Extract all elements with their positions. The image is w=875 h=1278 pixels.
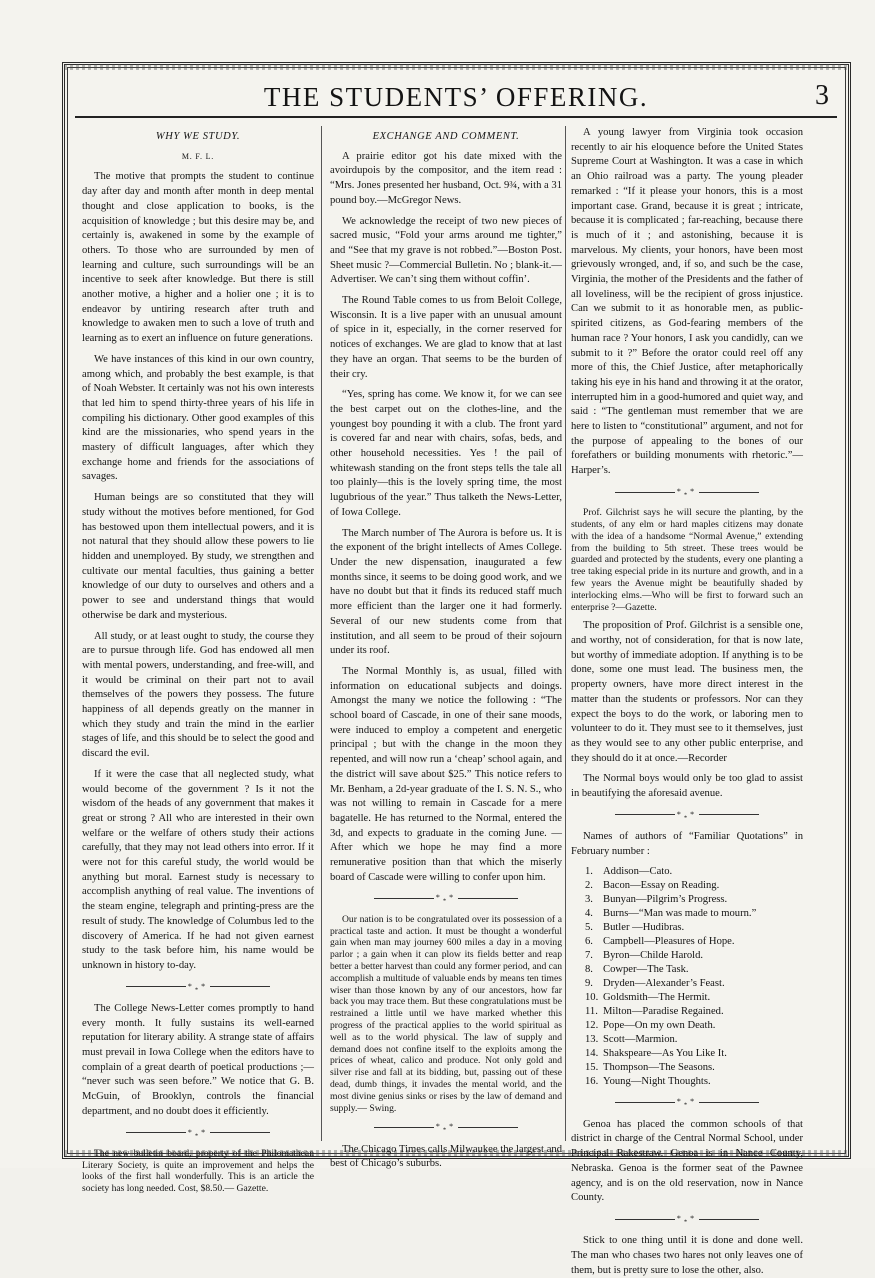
paragraph: We acknowledge the receipt of two new pieces of sacred music, “Fold your arms around me tighter,” and “See that my grave is not robbed.”—Boston Post. Sheet music ?—Commercial Bulletin. No ; blank-it.—Advertiser. We can’t sing them without coffin’. xyxy=(330,215,562,286)
list-item: 11. Milton—Paradise Regained. xyxy=(585,1006,724,1018)
column-2 xyxy=(330,126,562,1170)
list-item: 9. Dryden—Alexander’s Feast. xyxy=(585,978,725,990)
section-separator: $*_**$ xyxy=(82,1126,314,1144)
masthead-title: THE STUDENTS’ OFFERING. xyxy=(263,82,649,112)
list-item: 10. Goldsmith—The Hermit. xyxy=(585,992,711,1004)
paragraph: The new bulletin board, property of the Philomathean Literary Society, is quite an improvement and helps the looks of the first hall wonderfully. This is an article the society has long needed. Cost, $8.50.— Gazette. xyxy=(82,1147,314,1195)
list-item: 4. Burns—“Man was made to mourn.” xyxy=(585,908,757,920)
list-item: 3. Bunyan—Pilgrim’s Progress. xyxy=(585,894,728,906)
page-number: 3 xyxy=(815,80,829,111)
article-title: WHY WE STUDY. xyxy=(155,131,241,142)
column-3 xyxy=(571,126,803,1276)
paragraph: Genoa has placed the common schools of that district in charge of the Central Normal School, under Principal Rakestraw. Genoa is in Nance County, Nebraska. Genoa is the former seat of the Pawnee agency, and is on the old reservation, now in Nance County. xyxy=(571,1118,803,1204)
list-item: 8. Cowper—The Task. xyxy=(585,964,689,976)
list-item: 5. Butler —Hudibras. xyxy=(585,922,685,934)
section-separator: $*_**$ xyxy=(82,980,314,998)
column-rule xyxy=(565,126,566,1141)
masthead-bar xyxy=(75,80,837,118)
section-separator: $*_**$ xyxy=(571,485,803,503)
paragraph: Our nation is to be congratulated over its possession of a practical taste and action. It must be thought a wonderful gain when man may journey 600 miles a day in a moving parlor ; a gain when it can plow its fields better and reap better a better harvest than could any former period, and can accomplish a multitude of valuable ends by means ten times wiser than those known by any of our ancestors, how far back you may trace them. But these congratulations must be restrained a little until we have marked whether this progress of the practical applies to the world spiritual as well as to the world physical. The law of supply and demand does not confine itself to the exploits among the prices of wheat, calico and produce. Not only gold and silver rise and fall at its bidding, but, passing out of these dead, dumb things, it invades the mental world, and the most divine genius sinks or rises by the law of demand and supply.— Swing. xyxy=(330,913,562,1114)
paragraph: The Normal boys would only be too glad to assist in beautifying the aforesaid avenue. xyxy=(571,773,803,800)
list-item: 15. Thompson—The Seasons. xyxy=(585,1062,715,1074)
paragraph: The proposition of Prof. Gilchrist is a sensible one, and worthy, not of consideration, for that is now late, but worthy of immediate adoption. If anything is to be done, some one must lead. The business men, the property owners, have more direct interest in the matter than the students or professors. Nor can they expect the boys to do the work, or laboring men to volunteer to do it. They must see to it themselves, just as they would see to any other public enterprise, and they should do it at once.—Recorder xyxy=(571,620,803,764)
column-1 xyxy=(82,126,314,1195)
list-item: 12. Pope—On my own Death. xyxy=(585,1020,716,1032)
paragraph: The College News-Letter comes promptly to hand every month. It fully sustains its well-earned reputation for literary ability. A strange state of affairs must prevail in Iowa College when the editors have to complain of a great dearth of poetical productions ;— “never such was seen before.” We notice that G. B. McGuin, of Brooklyn, controls the financial department, and no doubt does it efficiently. xyxy=(82,1002,314,1117)
list-item: 16. Young—Night Thoughts. xyxy=(585,1076,711,1088)
list-item: 2. Bacon—Essay on Reading. xyxy=(585,880,720,892)
paragraph: The motive that prompts the student to continue day after day and month after month in deep mental thought and close application to books, is the acquisition of knowledge ; but this desire may be, and certainly is, awakened in some by the example of others. To those who are surrounded by men of learning and culture, such surroundings will be an incentive to seek after knowledge. But there is still another motive, a higher and a holier one ; it is to endeavor by untiring research after truth and knowledge to awaken men to such a love of truth and learning as to exert an influence on future generations. xyxy=(82,171,314,345)
section-separator: $*_**$ xyxy=(330,1120,562,1138)
paragraph: Stick to one thing until it is done and done well. The man who chases two hares not only leaves one of them, but is pretty sure to lose the other, also. xyxy=(571,1235,803,1276)
paragraph: The Chicago Times calls Milwaukee the largest and best of Chicago’s suburbs. xyxy=(330,1143,562,1170)
paragraph: The March number of The Aurora is before us. It is the exponent of the bright intellects of Ames College. Under the new dispensation, inaugurated a few months since, it seems to be doing good work, and we have no doubt but that it finds its reduced staff much more efficient than the larger one it had formerly. Several of our new students come from that institution, and all seem to be proud of their sojourn under its roof. xyxy=(330,527,562,657)
section-separator: $*_**$ xyxy=(571,808,803,826)
paragraph: The Normal Monthly is, as usual, filled with information on educational subjects and doings. Amongst the many we notice the following : “The school board of Cascade, in one of their sane moods, were induced to employ a competent and energetic principal ; but with the change in the moon they repented, and will now run a ‘cheap’ school again, and the district will save about $25.” This notice refers to Mr. Benham, a 2d-year graduate of the I. S. N. S., who was not willing to remain in Cascade for a mere bagatelle. He has returned to the Normal, entered the 3d, and expects to graduate in the coming June. —After which we hope he may find a more remunerative position than that which the miserly board of Cascade were willing to confer upon him. xyxy=(330,665,562,883)
paragraph: Prof. Gilchrist says he will secure the planting, by the students, of any elm or hard maples citizens may donate with the idea of a handsome “Normal Avenue,” extending from the building to 5th street. These trees would be guarded and protected by the students, every one planting a tree taking especial pride in its nurture and growth, and in a few years the Avenue might be beautifully shaded by interlocking elms.—Who will be first to forward such an enterprise ?—Gazette. xyxy=(571,507,803,613)
paragraph: A young lawyer from Virginia took occasion recently to air his eloquence before the United States Supreme Court at Washington. It was a case in which an Ohio railroad was a party. The young pleader remarked : “If it please your honors, this is a most important case. Grand, because it is great ; intricate, because it is complicated ; far-reaching, because there is much of it ; and astonishing, because it is marvelous. My clients, your honors, have been most grievously wronged, and, if so, and such be the case, Virginia, the mother of the Presidents and the father of all loveliness, will be the recipient of gross injustice. Can we submit to it as honorable men, as public-spirited citizens, as God-fearing members of the human race ? Your honors, I ask you candidly, can we submit to it ?” Before the orator could reel off any more of this, the Chief Justice, after metaphorically taking his eye in his hand and throwing it at the orator, interrupted him in a good-humored and quiet way, and said : “The gentleman must remember that we are here to listen to “constitutional” argument, and not for the purpose of appealing to the bones of our forefathers or building monuments with rhetoric.”—Harper’s. xyxy=(571,127,803,477)
top-ornament xyxy=(64,64,848,70)
article-byline: M. F. L. xyxy=(181,151,215,161)
paragraph: Names of authors of “Familiar Quotations” in February number : xyxy=(571,831,803,857)
paragraph: All study, or at least ought to study, the course they are to pursue through life. God has endowed all men with mental powers, understanding, and free-will, and it would be criminal on their part not to avail themselves of the powers they possess. The future happiness of all depends greatly on the manner in which they study and train the mind in the earlier stages of life, and this should be to select the good and discard the evil. xyxy=(82,630,314,760)
list-item: 14. Shakspeare—As You Like It. xyxy=(585,1048,727,1060)
quotations-list xyxy=(585,865,803,1089)
section-separator: $*_**$ xyxy=(571,1095,803,1113)
article-title: EXCHANGE AND COMMENT. xyxy=(372,131,520,142)
paragraph: The Round Table comes to us from Beloit College, Wisconsin. It is a live paper with an unusual amount of spice in it, especially, in the corner reserved for notices of exchanges. We are glad to know that at last they have an organ. That seems to be the burden of their cry. xyxy=(330,295,562,380)
list-item: 7. Byron—Childe Harold. xyxy=(585,950,704,962)
paragraph: If it were the case that all neglected study, what would become of the government ? Is it not the wisdom of the heads of any government that makes it great or strong ? All who are interested in their own welfare or the welfare of others study their actions carefully, that they may not lead others into error. If it were not for this careful study, the world would be anything but moral. Earnest study is necessary to accomplish anything of real value. The inventions of the steam engine, telegraph and printing-press are the result of study. The knowledge of Columbus led to the discovery of America. If he had not given earnest study to the task before him, his name would be unknown in history to-day. xyxy=(82,768,314,971)
list-item: 1. Addison—Cato. xyxy=(585,866,673,878)
section-separator: $*_**$ xyxy=(571,1212,803,1230)
list-item: 6. Campbell—Pleasures of Hope. xyxy=(585,936,735,948)
section-separator: $*_**$ xyxy=(330,891,562,909)
paragraph: A prairie editor got his date mixed with the avoirdupois by the compositor, and the item read : “Mrs. Jones presented her husband, Oct. 9¾, with a 31 pound boy.—McGregor News. xyxy=(330,150,562,206)
list-item: 13. Scott—Marmion. xyxy=(585,1034,678,1046)
column-rule xyxy=(321,126,322,1141)
paragraph: We have instances of this kind in our own country, among which, and probably the best example, is that of Noah Webster. It certainly was not his own interests that led him to spend thirty-three years of his life in compiling his dictionary. Other good examples of this kind are the missionaries, who spend years in the mastery of difficult languages, after which they exchange home and friends for the associations of savages. xyxy=(82,353,314,483)
paragraph: Human beings are so constituted that they will study without the motives before mentioned, for God has bestowed upon them intellectual powers, and it is not natural that they should allow these powers to lie hidden and unemployed. By study, we strengthen and cultivate our mental faculties, thus gaining a better knowledge of our duty to ourselves and others and a power to see and understand things that would otherwise be dark and mysterious. xyxy=(82,492,314,621)
paragraph: “Yes, spring has come. We know it, for we can see the best carpet out on the clothes-line, and the youngest boy pounding it with a club. The front yard is covered far and near with chairs, sofas, beds, and other household necessities. Yes ! the pail of whitewash standing on the front steps tells the tale all too plainly—this is the lovely spring time, the most lugubrious of the year.” Thus talketh the News-Letter, of Iowa College. xyxy=(330,389,562,518)
